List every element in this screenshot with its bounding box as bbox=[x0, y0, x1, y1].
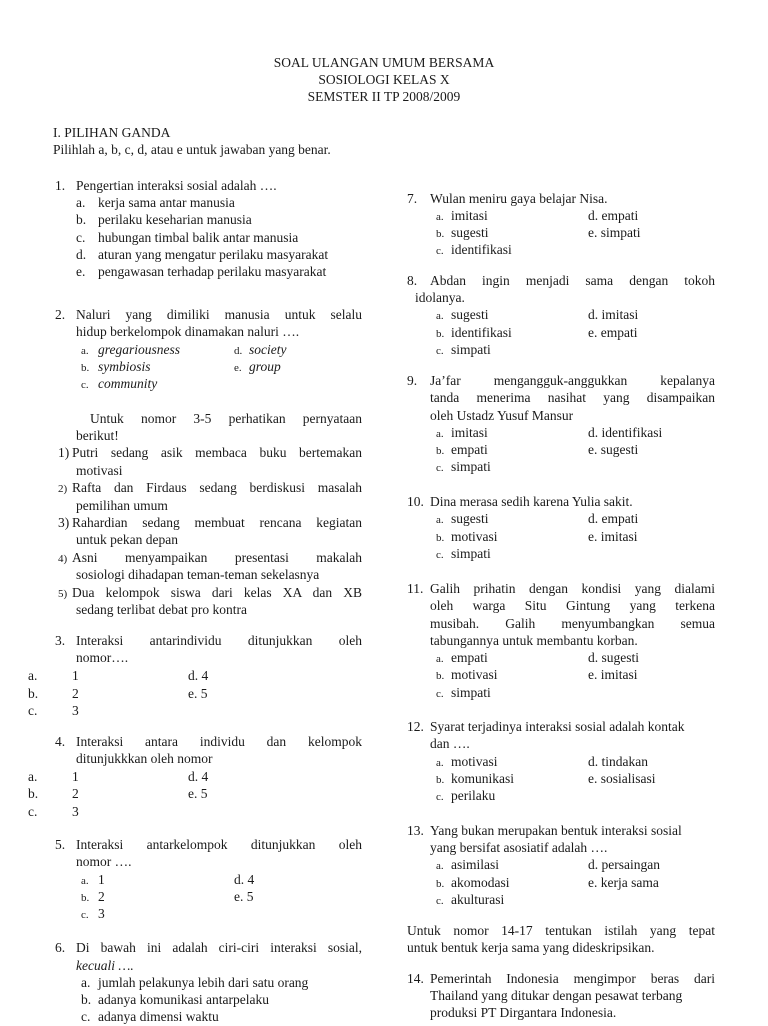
option-label: b. bbox=[436, 328, 445, 340]
option-label: a. bbox=[436, 310, 444, 322]
option-label: c. bbox=[436, 791, 444, 803]
question-text-line: hidup berkelompok dinamakan naluri …. bbox=[76, 324, 300, 339]
option-text: e. empati bbox=[588, 325, 638, 340]
option-text: d. persaingan bbox=[588, 857, 660, 872]
statement-text: sosiologi dihadapan teman-teman sekelasnya bbox=[76, 567, 320, 582]
option-text: motivasi bbox=[451, 667, 498, 682]
question-text-line: musibah. Galih menyumbangkan semua bbox=[430, 616, 715, 631]
option-label: b. bbox=[436, 532, 445, 544]
option-text: symbiosis bbox=[98, 359, 151, 374]
option-text: motivasi bbox=[451, 754, 498, 769]
option-label: e. bbox=[234, 362, 242, 374]
option-text: e. 5 bbox=[188, 786, 208, 801]
option-text: e. 5 bbox=[234, 889, 254, 904]
option-text: 3 bbox=[72, 703, 79, 718]
option-text: e. sosialisasi bbox=[588, 771, 656, 786]
stem-line: Untuk nomor 3-5 perhatikan pernyataan bbox=[90, 411, 362, 426]
question-number: 12. bbox=[407, 719, 424, 734]
question-text-line: Di bawah ini adalah ciri-ciri interaksi sosial, bbox=[76, 940, 362, 955]
option-text: d. sugesti bbox=[588, 650, 640, 665]
option-text: group bbox=[249, 359, 281, 374]
question-number: 3. bbox=[55, 633, 66, 648]
option-label: c. bbox=[436, 549, 444, 561]
option-text: empati bbox=[451, 650, 488, 665]
option-text: hubungan timbal balik antar manusia bbox=[98, 230, 299, 245]
exam-subject: SOSIOLOGI KELAS X bbox=[318, 72, 450, 87]
stem-line: untuk bentuk kerja sama yang dideskripsikan. bbox=[407, 940, 655, 955]
question-number: 13. bbox=[407, 823, 424, 838]
statement-text: Rafta dan Firdaus sedang berdiskusi masalah bbox=[72, 480, 362, 495]
option-label: c. bbox=[436, 895, 444, 907]
question-text-line: Thailand yang ditukar dengan pesawat terbang bbox=[430, 988, 683, 1003]
option-label: a. bbox=[81, 875, 89, 887]
question-number: 5. bbox=[55, 837, 66, 852]
statement-text: motivasi bbox=[76, 463, 123, 478]
option-text: d. tindakan bbox=[588, 754, 648, 769]
statement-number: 5) bbox=[58, 588, 68, 600]
option-label: a. bbox=[28, 769, 38, 784]
option-text: 2 bbox=[72, 686, 79, 701]
question-text-line: tabungannya untuk membantu korban. bbox=[430, 633, 638, 648]
option-text: adanya komunikasi antarpelaku bbox=[98, 992, 269, 1007]
question-number: 11. bbox=[407, 581, 424, 596]
statement-number: 1) bbox=[58, 445, 70, 460]
statement-text: Rahardian sedang membuat rencana kegiatan bbox=[72, 515, 362, 530]
question-text-line: Yang bukan merupakan bentuk interaksi sosial bbox=[430, 823, 682, 838]
option-text: perilaku keseharian manusia bbox=[98, 212, 252, 227]
question-text-line: oleh Ustadz Yusuf Mansur bbox=[430, 408, 574, 423]
option-text: d. 4 bbox=[188, 668, 209, 683]
option-label: c. bbox=[28, 703, 38, 718]
option-text: motivasi bbox=[451, 529, 498, 544]
option-text: d. 4 bbox=[234, 872, 255, 887]
question-text: Wulan meniru gaya belajar Nisa. bbox=[430, 191, 608, 206]
question-number: 9. bbox=[407, 373, 418, 388]
option-label: b. bbox=[81, 892, 90, 904]
option-text: empati bbox=[451, 442, 488, 457]
option-text: akulturasi bbox=[451, 892, 505, 907]
question-text-line: Ja’far mengangguk-anggukkan kepalanya bbox=[430, 373, 715, 388]
statement-text: Putri sedang asik membaca buku bertemakan bbox=[72, 445, 362, 460]
statement-text: sedang terlibat debat pro kontra bbox=[76, 602, 247, 617]
option-label: c. bbox=[436, 245, 444, 257]
option-label: a. bbox=[436, 757, 444, 769]
question-number: 8. bbox=[407, 273, 418, 288]
option-text: e. imitasi bbox=[588, 529, 638, 544]
option-label: e. bbox=[76, 264, 86, 279]
option-text: adanya dimensi waktu bbox=[98, 1009, 219, 1024]
question-text-line: kecuali …. bbox=[76, 958, 134, 973]
statement-number: 4) bbox=[58, 553, 68, 565]
option-label: a. bbox=[81, 345, 89, 357]
option-text: d. empati bbox=[588, 208, 639, 223]
option-label: a. bbox=[436, 860, 444, 872]
question-text-line: idolanya. bbox=[415, 290, 465, 305]
question-number: 7. bbox=[407, 191, 418, 206]
option-text: sugesti bbox=[451, 307, 489, 322]
question-text-line: produksi PT Dirgantara Indonesia. bbox=[430, 1005, 617, 1020]
question-number: 14. bbox=[407, 971, 424, 986]
option-text: gregariousness bbox=[98, 342, 181, 357]
option-text: kerja sama antar manusia bbox=[98, 195, 235, 210]
option-label: c. bbox=[28, 804, 38, 819]
question-number: 2. bbox=[55, 307, 66, 322]
option-label: c. bbox=[436, 688, 444, 700]
option-text: imitasi bbox=[451, 208, 488, 223]
option-label: b. bbox=[436, 445, 445, 457]
option-label: b. bbox=[436, 228, 445, 240]
section-title: I. PILIHAN GANDA bbox=[53, 125, 171, 140]
question-text-line: ditunjukkkan oleh nomor bbox=[76, 751, 213, 766]
option-label: b. bbox=[81, 362, 90, 374]
option-text: simpati bbox=[451, 342, 491, 357]
option-text: community bbox=[98, 376, 158, 391]
option-text: 3 bbox=[72, 804, 79, 819]
stem-line: berikut! bbox=[76, 428, 119, 443]
option-text: 2 bbox=[72, 786, 79, 801]
question-text-line: nomor …. bbox=[76, 854, 132, 869]
section-instruction: Pilihlah a, b, c, d, atau e untuk jawaban yang benar. bbox=[53, 142, 331, 157]
option-label: a. bbox=[436, 211, 444, 223]
question-text-line: Interaksi antarindividu ditunjukkan oleh bbox=[76, 633, 362, 648]
option-label: c. bbox=[436, 462, 444, 474]
option-text: e. kerja sama bbox=[588, 875, 659, 890]
option-text: identifikasi bbox=[451, 325, 512, 340]
option-label: c. bbox=[81, 909, 89, 921]
option-label: a. bbox=[76, 195, 86, 210]
option-text: 3 bbox=[98, 906, 105, 921]
option-text: simpati bbox=[451, 546, 491, 561]
option-text: sugesti bbox=[451, 511, 489, 526]
statement-number: 3) bbox=[58, 515, 70, 530]
option-text: jumlah pelakunya lebih dari satu orang bbox=[98, 975, 309, 990]
option-label: b. bbox=[28, 786, 39, 801]
option-text: komunikasi bbox=[451, 771, 514, 786]
question-text-line: Syarat terjadinya interaksi sosial adalah kontak bbox=[430, 719, 685, 734]
option-text: d. empati bbox=[588, 511, 639, 526]
option-label: a. bbox=[28, 668, 38, 683]
statement-text: pemilihan umum bbox=[76, 498, 168, 513]
option-text: pengawasan terhadap perilaku masyarakat bbox=[98, 264, 327, 279]
option-text: e. sugesti bbox=[588, 442, 639, 457]
option-label: a. bbox=[436, 653, 444, 665]
question-text-line: Interaksi antara individu dan kelompok bbox=[76, 734, 362, 749]
option-text: e. simpati bbox=[588, 225, 641, 240]
option-label: b. bbox=[436, 878, 445, 890]
question-text-line: tanda menerima nasihat yang disampaikan bbox=[430, 390, 715, 405]
option-label: b. bbox=[81, 992, 92, 1007]
option-label: c. bbox=[81, 379, 89, 391]
option-text: 1 bbox=[72, 668, 79, 683]
option-label: a. bbox=[436, 428, 444, 440]
option-label: d. bbox=[76, 247, 87, 262]
statement-text: Dua kelompok siswa dari kelas XA dan XB bbox=[72, 585, 362, 600]
option-label: a. bbox=[436, 514, 444, 526]
exam-semester: SEMSTER II TP 2008/2009 bbox=[307, 89, 461, 104]
exam-title: SOAL ULANGAN UMUM BERSAMA bbox=[273, 55, 495, 70]
option-label: b. bbox=[76, 212, 87, 227]
question-number: 4. bbox=[55, 734, 66, 749]
question-text-line: Interaksi antarkelompok ditunjukkan oleh bbox=[76, 837, 362, 852]
option-text: akomodasi bbox=[451, 875, 510, 890]
question-text-line: Abdan ingin menjadi sama dengan tokoh bbox=[430, 273, 715, 288]
option-text: simpati bbox=[451, 459, 491, 474]
option-text: identifikasi bbox=[451, 242, 512, 257]
option-label: b. bbox=[436, 774, 445, 786]
question-number: 1. bbox=[55, 178, 66, 193]
question-text-line: yang bersifat asosiatif adalah …. bbox=[430, 840, 608, 855]
question-number: 6. bbox=[55, 940, 66, 955]
question-text: Pengertian interaksi sosial adalah …. bbox=[76, 178, 277, 193]
option-text: simpati bbox=[451, 685, 491, 700]
option-label: c. bbox=[81, 1009, 91, 1024]
option-text: aturan yang mengatur perilaku masyarakat bbox=[98, 247, 329, 262]
statement-text: Asni menyampaikan presentasi makalah bbox=[72, 550, 362, 565]
option-label: b. bbox=[436, 670, 445, 682]
option-text: 1 bbox=[98, 872, 105, 887]
statement-number: 2) bbox=[58, 483, 68, 495]
option-text: d. imitasi bbox=[588, 307, 639, 322]
option-text: d. identifikasi bbox=[588, 425, 663, 440]
option-text: sugesti bbox=[451, 225, 489, 240]
option-text: imitasi bbox=[451, 425, 488, 440]
exam-header bbox=[0, 54, 768, 105]
option-text: society bbox=[249, 342, 287, 357]
option-label: d. bbox=[234, 345, 243, 357]
option-text: asimilasi bbox=[451, 857, 499, 872]
option-text: 2 bbox=[98, 889, 105, 904]
option-text: e. 5 bbox=[188, 686, 208, 701]
question-number: 10. bbox=[407, 494, 424, 509]
question-text: Dina merasa sedih karena Yulia sakit. bbox=[430, 494, 633, 509]
question-text-line: nomor…. bbox=[76, 650, 129, 665]
option-text: perilaku bbox=[451, 788, 496, 803]
option-text: e. imitasi bbox=[588, 667, 638, 682]
question-text-line: oleh warga Situ Gintung yang terkena bbox=[430, 598, 715, 613]
option-label: c. bbox=[76, 230, 86, 245]
stem-line: Untuk nomor 14-17 tentukan istilah yang tepat bbox=[407, 923, 715, 938]
option-text: 1 bbox=[72, 769, 79, 784]
question-text-line: Galih prihatin dengan kondisi yang dialami bbox=[430, 581, 715, 596]
question-text-line: Naluri yang dimiliki manusia untuk selalu bbox=[76, 307, 362, 322]
question-text-line: dan …. bbox=[430, 736, 470, 751]
option-label: a. bbox=[81, 975, 91, 990]
statement-text: untuk pekan depan bbox=[76, 532, 178, 547]
option-label: b. bbox=[28, 686, 39, 701]
question-text-line: Pemerintah Indonesia mengimpor beras dari bbox=[430, 971, 715, 986]
option-label: c. bbox=[436, 345, 444, 357]
option-text: d. 4 bbox=[188, 769, 209, 784]
